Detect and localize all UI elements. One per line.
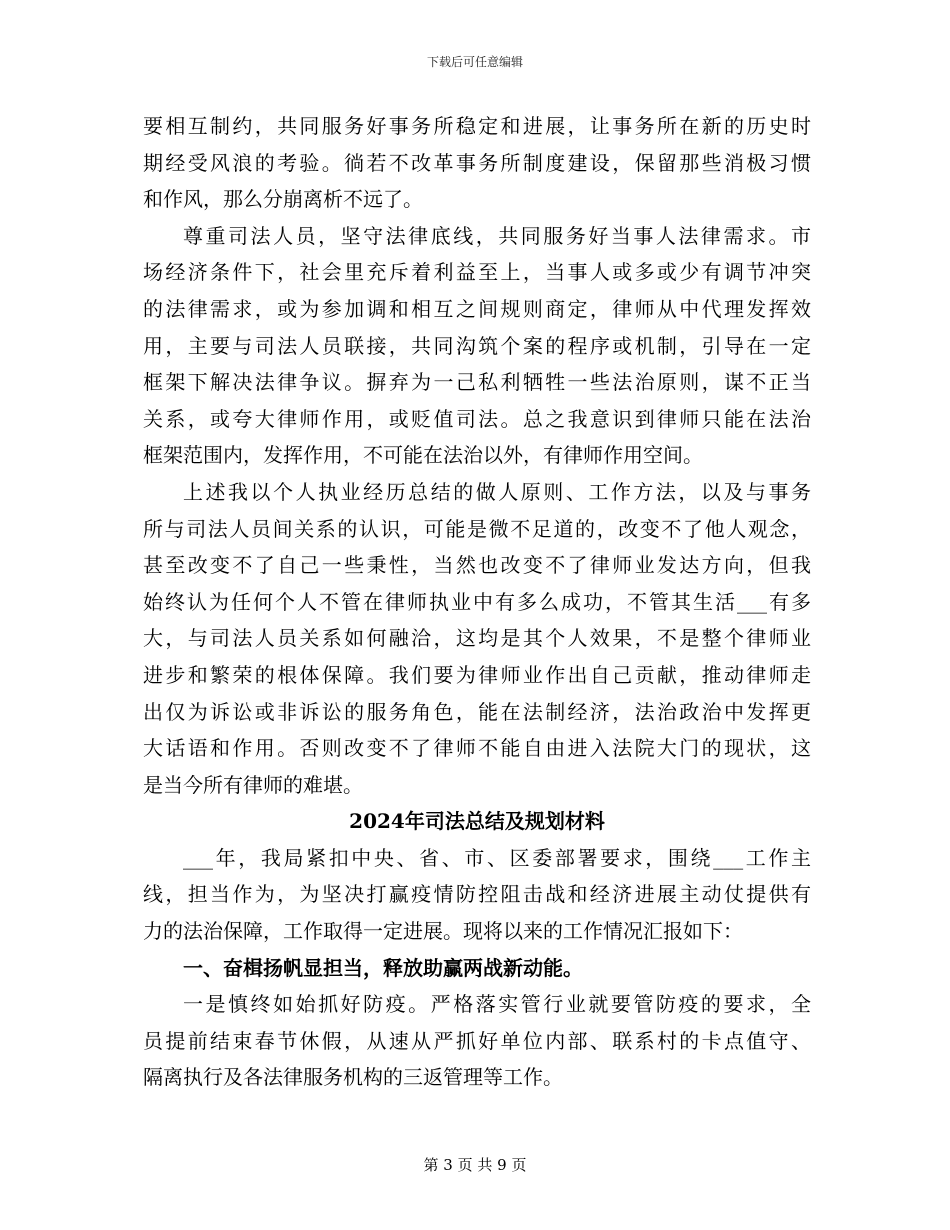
paragraph-line: 是当今所有律师的难堪。 [143,772,363,797]
paragraph-line: 进步和繁荣的根体保障。我们要为律师业作出自己贡献，推动律师走 [143,662,811,687]
paragraph-line: 上述我以个人执业经历总结的做人原则、工作方法，以及与事务 [183,479,811,504]
paragraph-line: 出仅为诉讼或非诉讼的服务角色，能在法制经济，法治政治中发挥更 [143,699,811,724]
paragraph-line: 大，与司法人员关系如何融洽，这均是其个人效果，不是整个律师业 [143,626,811,651]
paragraph-line: 期经受风浪的考验。徜若不改革事务所制度建设，保留那些消极习惯 [143,150,811,175]
paragraph-line: 关系，或夸大律师作用，或贬值司法。总之我意识到律师只能在法治 [143,406,811,431]
paragraph-line: 力的法治保障，工作取得一定进展。现将以来的工作情况汇报如下： [143,919,743,944]
paragraph-line: 框架范围内，发挥作用，不可能在法治以外，有律师作用空间。 [143,443,703,468]
paragraph-line: 甚至改变不了自己一些秉性，当然也改变不了律师业发达方向，但我 [143,553,811,578]
document-body [143,108,811,1096]
paragraph-line: 框架下解决法律争议。摒弃为一己私利牺牲一些法治原则，谋不正当 [143,370,811,395]
paragraph-line: 用，主要与司法人员联接，共同沟筑个案的程序或机制，引导在一定 [143,333,811,358]
paragraph-line: 大话语和作用。否则改变不了律师不能自由进入法院大门的现状，这 [143,736,811,761]
paragraph-line: ___年，我局紧扣中央、省、市、区委部署要求，围绕___工作主 [183,845,811,870]
section-heading: 一、奋楫扬帆显担当，释放助赢两战新动能。 [183,955,583,980]
paragraph-line: 一是慎终如始抓好防疫。严格落实管行业就要管防疫的要求，全 [183,992,811,1017]
page-number: 第 3 页 共 9 页 [423,1156,527,1174]
paragraph-line: 和作风，那么分崩离析不远了。 [143,187,423,212]
paragraph-line: 始终认为任何个人不管在律师执业中有多么成功，不管其生活___有多 [143,589,811,614]
paragraph-line: 要相互制约，共同服务好事务所稳定和进展，让事务所在新的历史时 [143,114,811,138]
page-header-note: 下载后可任意编辑 [426,55,523,69]
paragraph-line: 线，担当作为，为坚决打赢疫情防控阻击战和经济进展主动仗提供有 [143,882,811,907]
paragraph-line: 所与司法人员间关系的认识，可能是微不足道的，改变不了他人观念， [143,516,811,541]
section-title: 2024年司法总结及规划材料 [349,809,605,834]
paragraph-line: 尊重司法人员，坚守法律底线，共同服务好当事人法律需求。市 [183,223,811,248]
paragraph-line: 隔离执行及各法律服务机构的三返管理等工作。 [143,1065,563,1090]
paragraph-line: 的法律需求，或为参加调和相互之间规则商定，律师从中代理发挥效 [143,296,811,321]
paragraph-line: 场经济条件下，社会里充斥着利益至上，当事人或多或少有调节冲突 [143,260,811,285]
paragraph-line: 员提前结束春节休假，从速从严抓好单位内部、联系村的卡点值守、 [143,1028,811,1053]
